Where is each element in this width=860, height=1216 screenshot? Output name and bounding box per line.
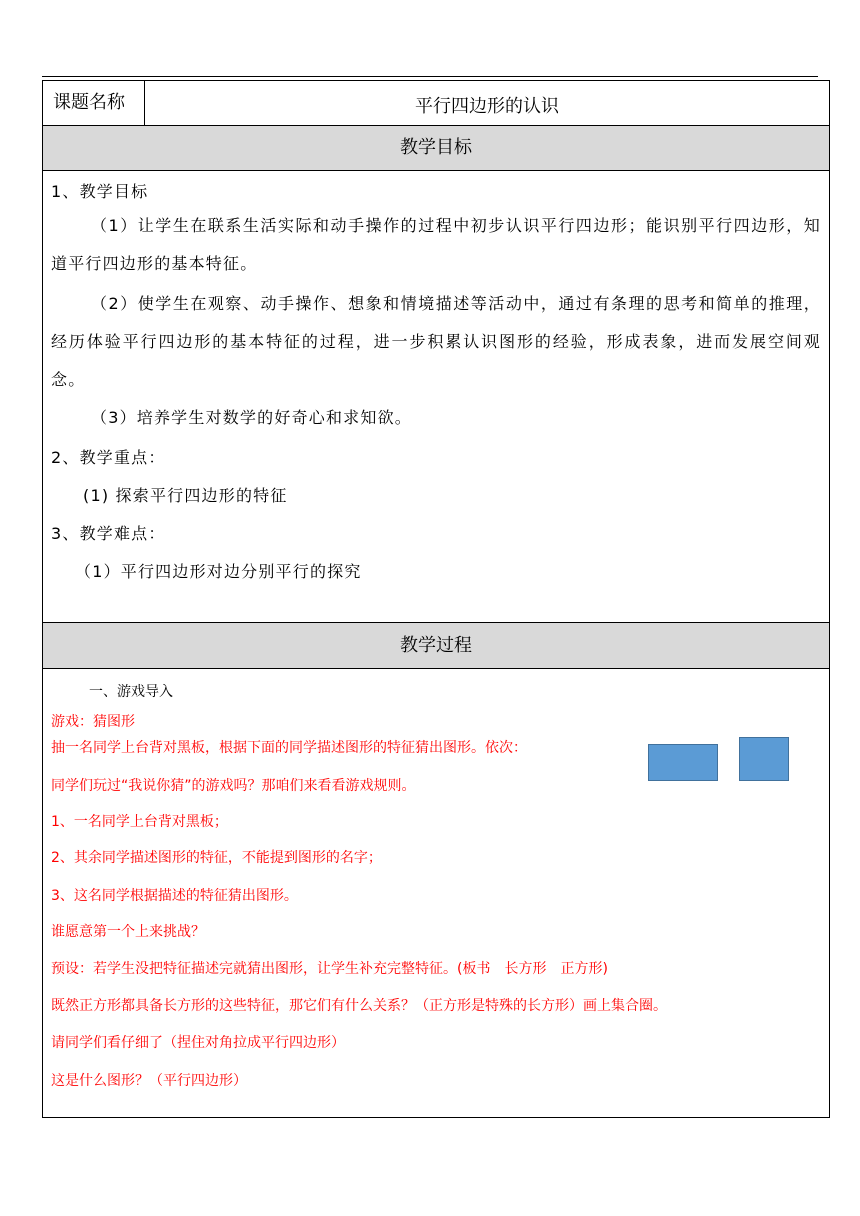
difficulty-heading: 3、教学难点：	[51, 524, 166, 543]
process-line: 抽一名同学上台背对黑板，根据下面的同学描述图形的特征猜出图形。依次：	[51, 740, 527, 756]
process-body	[43, 669, 829, 1117]
top-rule	[42, 76, 818, 77]
process-line: 3、这名同学根据描述的特征猜出图形。	[51, 888, 298, 904]
goals-body	[43, 171, 829, 623]
process-line: 既然正方形都具备长方形的这些特征，那它们有什么关系？（正方形是特殊的长方形）画上集合圈。	[51, 998, 667, 1014]
topic-label: 课题名称	[43, 81, 145, 125]
process-line: 请同学们看仔细了（捏住对角拉成平行四边形）	[51, 1035, 345, 1051]
goal-2: （2）使学生在观察、动手操作、想象和情境描述等活动中，通过有条理的思考和简单的推理，经历体验平行四边形的基本特征的过程，进一步积累认识图形的经验，形成表象，进而发展空间观念。	[51, 294, 821, 389]
difficulty: （1）平行四边形对边分别平行的探究	[75, 562, 362, 581]
goals-heading: 教学目标	[43, 126, 829, 171]
rectangle-shape	[648, 744, 718, 781]
lesson-plan-table	[42, 80, 830, 1118]
goals-item1-heading: 1、教学目标	[51, 182, 149, 201]
goal-1: （1）让学生在联系生活实际和动手操作的过程中初步认识平行四边形；能识别平行四边形，知道平行四边形的基本特征。	[51, 216, 821, 273]
process-line: 预设：若学生没把特征描述完就猜出图形，让学生补充完整特征。(板书 长方形 正方形)	[51, 961, 608, 977]
goal-3: （3）培养学生对数学的好奇心和求知欲。	[91, 408, 412, 427]
key-point-heading: 2、教学重点：	[51, 448, 166, 467]
process-line: 2、其余同学描述图形的特征，不能提到图形的名字；	[51, 850, 382, 866]
topic-row	[43, 81, 829, 126]
key-point: (1) 探索平行四边形的特征	[83, 486, 288, 505]
process-line: 同学们玩过“我说你猜”的游戏吗？那咱们来看看游戏规则。	[51, 778, 416, 794]
process-line: 游戏：猜图形	[51, 714, 135, 730]
process-line: 1、一名同学上台背对黑板；	[51, 814, 228, 830]
topic-title: 平行四边形的认识	[415, 96, 559, 117]
process-line: 这是什么图形？（平行四边形）	[51, 1073, 247, 1089]
process-heading: 教学过程	[43, 623, 829, 669]
square-shape	[739, 737, 789, 781]
process-line: 谁愿意第一个上来挑战？	[51, 924, 205, 940]
part1-title: 一、游戏导入	[89, 684, 173, 700]
